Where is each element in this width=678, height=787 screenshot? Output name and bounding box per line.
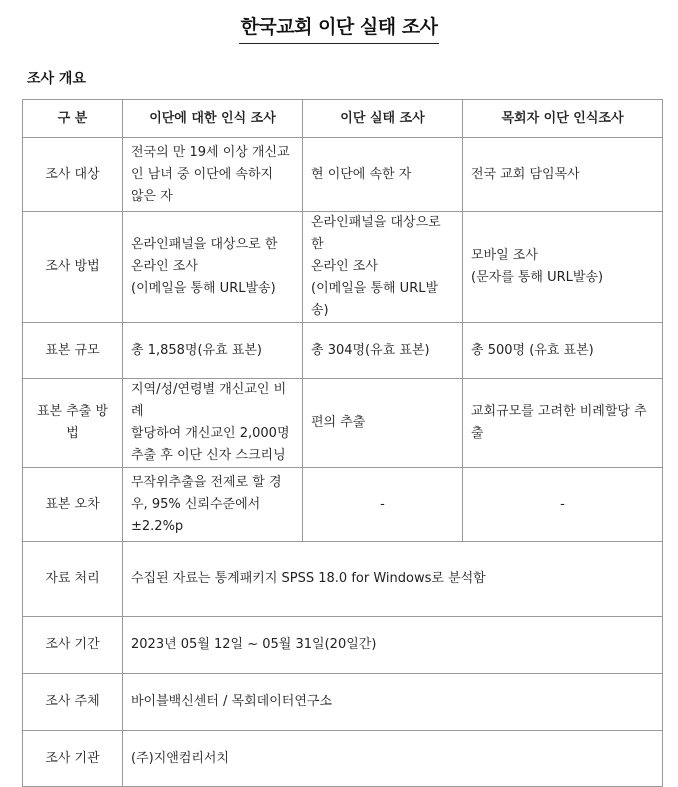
table-cell: 바이블백신센터 / 목회데이터연구소 xyxy=(123,674,663,731)
table-cell: 모바일 조사 (문자를 통해 URL발송) xyxy=(463,212,663,323)
table-row xyxy=(23,212,663,323)
row-label-data-processing: 자료 처리 xyxy=(23,542,123,617)
table-cell: - xyxy=(463,468,663,542)
row-label-period: 조사 기간 xyxy=(23,617,123,674)
header-status-survey: 이단 실태 조사 xyxy=(303,100,463,138)
table-cell: 총 1,858명(유효 표본) xyxy=(123,323,303,379)
table-cell: 수집된 자료는 통계패키지 SPSS 18.0 for Windows로 분석함 xyxy=(123,542,663,617)
table-cell: 전국의 만 19세 이상 개신교 인 남녀 중 이단에 속하지 않은 자 xyxy=(123,138,303,212)
table-row xyxy=(23,542,663,617)
table-cell: 2023년 05월 12일 ~ 05월 31일(20일간) xyxy=(123,617,663,674)
table-cell: (주)지앤컴리서치 xyxy=(123,731,663,787)
table-row xyxy=(23,617,663,674)
row-label-organizer: 조사 주체 xyxy=(23,674,123,731)
section-heading: 조사 개요 xyxy=(27,71,86,87)
row-label-sample-size: 표본 규모 xyxy=(23,323,123,379)
document-title: 한국교회 이단 실태 조사 xyxy=(239,12,440,44)
table-row xyxy=(23,323,663,379)
row-label-agency: 조사 기관 xyxy=(23,731,123,787)
table-row xyxy=(23,379,663,468)
table-cell: 총 304명(유효 표본) xyxy=(303,323,463,379)
table-cell: 교회규모를 고려한 비례할당 추출 xyxy=(463,379,663,468)
table-cell: 현 이단에 속한 자 xyxy=(303,138,463,212)
table-header-row xyxy=(23,100,663,138)
table-row xyxy=(23,674,663,731)
header-awareness-survey: 이단에 대한 인식 조사 xyxy=(123,100,303,138)
row-label-target: 조사 대상 xyxy=(23,138,123,212)
header-category: 구 분 xyxy=(23,100,123,138)
table-cell: 온라인패널을 대상으로 한 온라인 조사 (이메일을 통해 URL발송) xyxy=(123,212,303,323)
table-cell: - xyxy=(303,468,463,542)
table-cell: 총 500명 (유효 표본) xyxy=(463,323,663,379)
table-row xyxy=(23,731,663,787)
table-cell: 지역/성/연령별 개신교인 비례 할당하여 개신교인 2,000명 추출 후 이단 신자 스크리닝 xyxy=(123,379,303,468)
table-row xyxy=(23,138,663,212)
survey-overview-table xyxy=(22,99,663,787)
row-label-sampling-method: 표본 추출 방법 xyxy=(23,379,123,468)
row-label-method: 조사 방법 xyxy=(23,212,123,323)
document-title-wrap xyxy=(0,12,678,44)
table-cell: 편의 추출 xyxy=(303,379,463,468)
row-label-sampling-error: 표본 오차 xyxy=(23,468,123,542)
table-row xyxy=(23,468,663,542)
table-cell: 무작위추출을 전제로 할 경 우, 95% 신뢰수준에서 ±2.2%p xyxy=(123,468,303,542)
table-cell: 전국 교회 담임목사 xyxy=(463,138,663,212)
table-cell: 온라인패널을 대상으로 한 온라인 조사 (이메일을 통해 URL발송) xyxy=(303,212,463,323)
header-pastor-survey: 목회자 이단 인식조사 xyxy=(463,100,663,138)
